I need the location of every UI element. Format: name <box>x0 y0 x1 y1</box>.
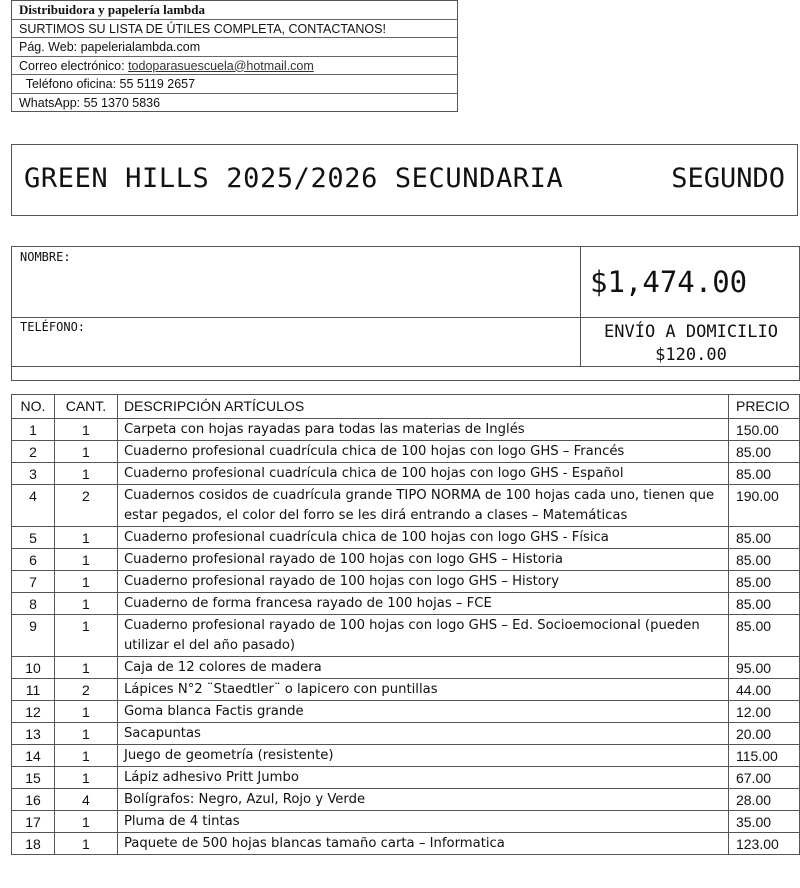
item-price: 85.00 <box>728 571 799 593</box>
item-quantity: 1 <box>54 571 117 593</box>
item-price: 123.00 <box>728 833 799 855</box>
header-description: DESCRIPCIÓN ARTÍCULOS <box>117 395 728 419</box>
item-price: 115.00 <box>728 745 799 767</box>
item-price: 85.00 <box>728 527 799 549</box>
item-number: 18 <box>12 833 55 855</box>
item-price: 28.00 <box>728 789 799 811</box>
store-web: Pág. Web: papelerialambda.com <box>12 38 457 57</box>
item-quantity: 2 <box>54 679 117 701</box>
item-description: Cuadernos cosidos de cuadrícula grande TIPO NORMA de 100 hojas cada uno, tienen que estar pegados, el color del forro se les dirá entrando a clases – Matemáticas <box>117 485 728 527</box>
item-number: 11 <box>12 679 55 701</box>
item-price: 150.00 <box>728 419 799 441</box>
table-row <box>12 789 800 811</box>
item-number: 14 <box>12 745 55 767</box>
phone-label: TELÉFONO: <box>20 320 86 334</box>
shipping-label: ENVÍO A DOMICILIO <box>604 322 778 342</box>
store-email-label: Correo electrónico: <box>19 58 129 73</box>
table-row <box>12 811 800 833</box>
shipping-price: $120.00 <box>655 345 727 365</box>
item-quantity: 1 <box>54 745 117 767</box>
store-email-row <box>12 57 457 76</box>
item-description: Caja de 12 colores de madera <box>117 657 728 679</box>
divider <box>12 317 799 318</box>
item-description: Lápiz adhesivo Pritt Jumbo <box>117 767 728 789</box>
item-quantity: 1 <box>54 441 117 463</box>
item-price: 95.00 <box>728 657 799 679</box>
item-number: 10 <box>12 657 55 679</box>
item-quantity: 1 <box>54 419 117 441</box>
item-quantity: 2 <box>54 485 117 527</box>
item-number: 1 <box>12 419 55 441</box>
store-phone: Teléfono oficina: 55 5119 2657 <box>12 75 457 94</box>
item-price: 85.00 <box>728 463 799 485</box>
item-description: Cuaderno profesional rayado de 100 hojas con logo GHS – History <box>117 571 728 593</box>
item-quantity: 1 <box>54 463 117 485</box>
item-description: Cuaderno profesional cuadrícula chica de 100 hojas con logo GHS – Francés <box>117 441 728 463</box>
item-description: Cuaderno profesional rayado de 100 hojas con logo GHS – Ed. Socioemocional (pueden utilizar el del año pasado) <box>117 615 728 657</box>
item-description: Cuaderno de forma francesa rayado de 100 hojas – FCE <box>117 593 728 615</box>
item-price: 85.00 <box>728 441 799 463</box>
grade-label: SEGUNDO <box>671 163 785 194</box>
table-row <box>12 745 800 767</box>
item-price: 85.00 <box>728 549 799 571</box>
item-description: Cuaderno profesional cuadrícula chica de 100 hojas con logo GHS - Español <box>117 463 728 485</box>
table-row <box>12 679 800 701</box>
table-row <box>12 463 800 485</box>
item-quantity: 1 <box>54 593 117 615</box>
table-row <box>12 485 800 527</box>
item-number: 6 <box>12 549 55 571</box>
item-price: 85.00 <box>728 593 799 615</box>
customer-box <box>11 246 800 381</box>
item-number: 16 <box>12 789 55 811</box>
item-number: 7 <box>12 571 55 593</box>
table-row <box>12 571 800 593</box>
item-description: Bolígrafos: Negro, Azul, Rojo y Verde <box>117 789 728 811</box>
shipping-info <box>581 321 800 367</box>
name-label: NOMBRE: <box>20 250 71 264</box>
item-description: Juego de geometría (resistente) <box>117 745 728 767</box>
list-title-box <box>11 144 798 216</box>
header-no: NO. <box>12 395 55 419</box>
items-table <box>11 394 800 855</box>
item-number: 4 <box>12 485 55 527</box>
store-whatsapp: WhatsApp: 55 1370 5836 <box>19 95 161 110</box>
item-quantity: 1 <box>54 657 117 679</box>
item-quantity: 1 <box>54 615 117 657</box>
total-amount: $1,474.00 <box>590 265 748 299</box>
store-tagline: SURTIMOS SU LISTA DE ÚTILES COMPLETA, CONTACTANOS! <box>12 20 457 39</box>
item-number: 2 <box>12 441 55 463</box>
table-row <box>12 527 800 549</box>
item-description: Cuaderno profesional cuadrícula chica de 100 hojas con logo GHS - Física <box>117 527 728 549</box>
item-quantity: 4 <box>54 789 117 811</box>
item-quantity: 1 <box>54 833 117 855</box>
table-row <box>12 441 800 463</box>
item-quantity: 1 <box>54 527 117 549</box>
item-number: 12 <box>12 701 55 723</box>
item-number: 15 <box>12 767 55 789</box>
header-price: PRECIO <box>728 395 799 419</box>
item-number: 17 <box>12 811 55 833</box>
table-row <box>12 657 800 679</box>
item-description: Sacapuntas <box>117 723 728 745</box>
item-quantity: 1 <box>54 811 117 833</box>
item-description: Goma blanca Factis grande <box>117 701 728 723</box>
table-row <box>12 549 800 571</box>
item-number: 3 <box>12 463 55 485</box>
item-description: Pluma de 4 tintas <box>117 811 728 833</box>
table-row <box>12 767 800 789</box>
item-number: 8 <box>12 593 55 615</box>
item-number: 5 <box>12 527 55 549</box>
item-price: 190.00 <box>728 485 799 527</box>
item-description: Cuaderno profesional rayado de 100 hojas con logo GHS – Historia <box>117 549 728 571</box>
table-row <box>12 833 800 855</box>
table-row <box>12 701 800 723</box>
item-quantity: 1 <box>54 767 117 789</box>
item-number: 9 <box>12 615 55 657</box>
item-description: Lápices N°2 ¨Staedtler¨ o lapicero con puntillas <box>117 679 728 701</box>
store-header <box>11 0 458 112</box>
item-price: 44.00 <box>728 679 799 701</box>
store-name: Distribuidora y papelería lambda <box>12 1 457 20</box>
table-header-row <box>12 395 800 419</box>
item-number: 13 <box>12 723 55 745</box>
item-quantity: 1 <box>54 549 117 571</box>
item-price: 12.00 <box>728 701 799 723</box>
item-quantity: 1 <box>54 701 117 723</box>
table-row <box>12 593 800 615</box>
table-row <box>12 615 800 657</box>
item-description: Paquete de 500 hojas blancas tamaño carta – Informatica <box>117 833 728 855</box>
table-row <box>12 723 800 745</box>
list-title: GREEN HILLS 2025/2026 SECUNDARIA <box>24 163 564 194</box>
item-price: 67.00 <box>728 767 799 789</box>
item-price: 20.00 <box>728 723 799 745</box>
item-price: 85.00 <box>728 615 799 657</box>
item-quantity: 1 <box>54 723 117 745</box>
item-price: 35.00 <box>728 811 799 833</box>
table-row <box>12 419 800 441</box>
store-email-link[interactable]: todoparasuescuela@hotmail.com <box>128 58 314 73</box>
item-description: Carpeta con hojas rayadas para todas las materias de Inglés <box>117 419 728 441</box>
header-qty: CANT. <box>54 395 117 419</box>
